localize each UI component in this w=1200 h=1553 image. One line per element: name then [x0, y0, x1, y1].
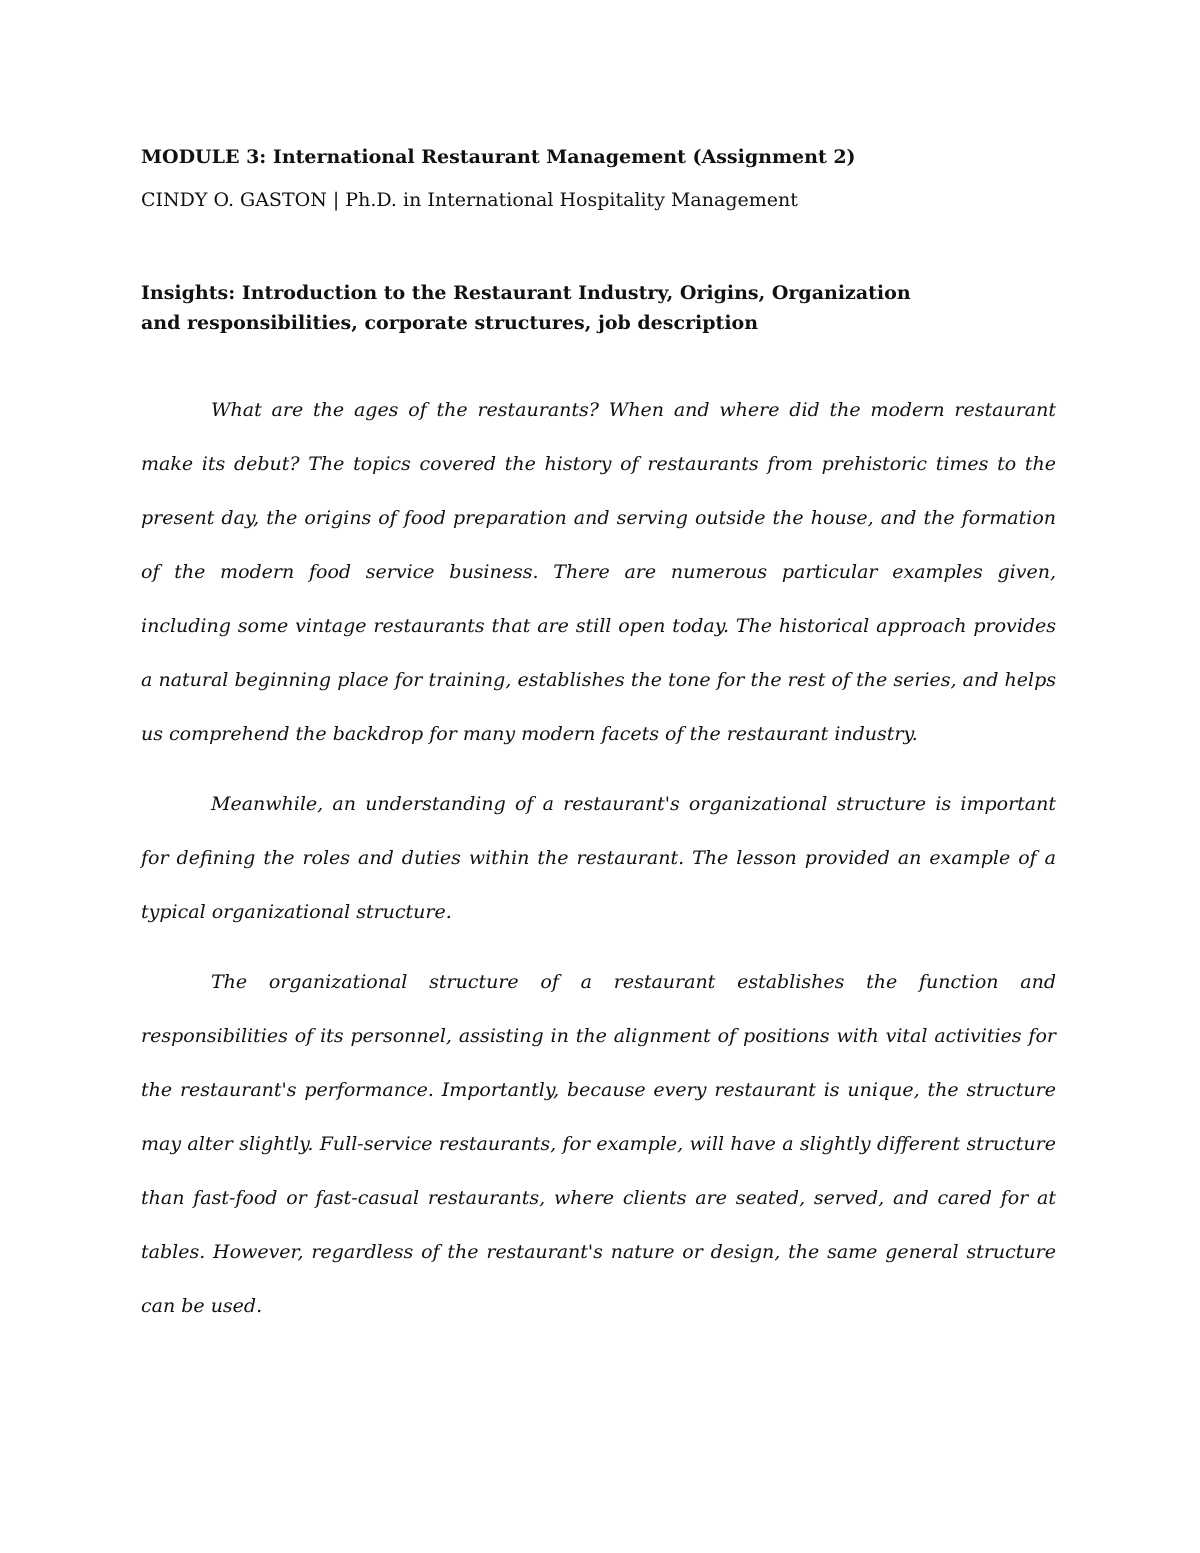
paragraph-organizational-structure-detail: The organizational structure of a restaurant establishes the function and responsibilities of its personnel, assisting in the alignment of positions with vital activities for the restaurant's performance. Importantly, because every restaurant is unique, the structure may alter slightly. Full-service restaurants, for example, will have a slightly different structure than fast-food or fast-casual restaurants, where clients are seated, served, and cared for at tables. However, regardless of the restaurant's nature or design, the same general structure can be used. — [141, 971, 1056, 1317]
paragraph-organizational-structure-intro: Meanwhile, an understanding of a restaurant's organizational structure is important for defining the roles and duties within the restaurant. The lesson provided an example of a typical organizational structure. — [141, 793, 1056, 923]
insights-heading: Insights: Introduction to the Restaurant Industry, Origins, Organization and responsibilities, corporate structures, job description — [141, 282, 911, 334]
author-line: CINDY O. GASTON | Ph.D. in International Hospitality Management — [141, 189, 798, 211]
paragraph-restaurant-history: What are the ages of the restaurants? When and where did the modern restaurant make its debut? The topics covered the history of restaurants from prehistoric times to the present day, the origins of food preparation and serving outside the house, and the formation of the modern food service business. There are numerous particular examples given, including some vintage restaurants that are still open today. The historical approach provides a natural beginning place for training, establishes the tone for the rest of the series, and helps us comprehend the backdrop for many modern facets of the restaurant industry. — [141, 399, 1056, 745]
document-title: MODULE 3: International Restaurant Management (Assignment 2) — [141, 146, 856, 168]
